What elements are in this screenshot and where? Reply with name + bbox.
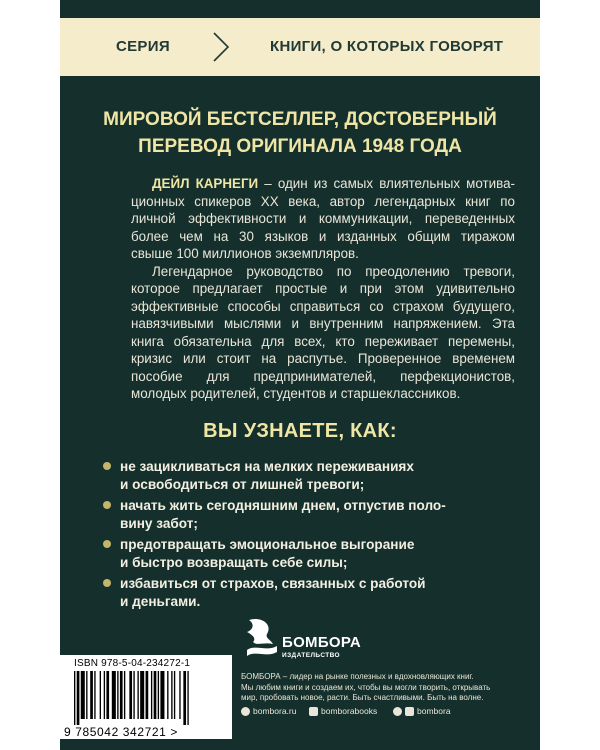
bullet-icon — [103, 540, 111, 548]
publisher-line: мир, пробовать новое, расти. Быть счастливыми. Быть на волне. — [241, 693, 484, 702]
barcode-bar — [86, 671, 87, 719]
list-item-line: вину забот; — [120, 515, 198, 531]
barcode-bar — [124, 671, 125, 719]
barcode-bar — [187, 671, 188, 725]
barcode-bar — [167, 671, 168, 719]
series-label: СЕРИЯ — [116, 38, 170, 55]
description-line: эффективные способы справиться со страхом будущего, — [131, 298, 515, 314]
description-line: свыше 100 миллионов экземпляров. — [131, 246, 359, 261]
description-line: навязчивыми мыслями и внутренним напряжением. Эта — [131, 316, 515, 331]
telegram-icon — [393, 707, 402, 716]
barcode-bar — [129, 671, 132, 719]
barcode-bar — [117, 671, 118, 719]
book-back-cover — [60, 0, 540, 750]
barcode-bar — [112, 671, 116, 719]
list-item — [98, 458, 518, 494]
description-line: которое предлагает простые и при этом удивительно — [131, 281, 515, 296]
barcode-bar — [104, 671, 105, 719]
description-line: более чем на 30 языков и изданных общим тиражом — [131, 228, 515, 244]
description — [131, 175, 515, 403]
publisher-line: БОМБОРА – лидер на рынке полезных и вдохновляющих книг. — [241, 672, 474, 681]
globe-icon — [241, 707, 250, 716]
barcode-bar — [160, 671, 164, 719]
series-name: КНИГИ, О КОТОРЫХ ГОВОРЯТ — [270, 38, 504, 55]
barcode-bar — [137, 671, 138, 719]
author-name: ДЕЙЛ КАРНЕГИ — [152, 176, 259, 191]
barcode — [60, 655, 232, 739]
barcode-bar — [151, 671, 152, 719]
description-line: кризис или стоит на распутье. Проверенное временем — [131, 351, 515, 366]
headline-line: МИРОВОЙ БЕСТСЕЛЛЕР, ДОСТОВЕРНЫЙ — [103, 109, 497, 130]
barcode-bar — [158, 671, 159, 719]
description-line: пособие для предпринимателей, перфекционистов, — [131, 368, 515, 384]
isbn: ISBN 978-5-04-234272-1 — [74, 658, 191, 669]
description-line: Легендарное руководство по преодолению тревоги, — [152, 263, 515, 279]
publisher-description — [241, 672, 531, 704]
bullet-icon — [103, 462, 111, 470]
social-link[interactable]: bombora — [393, 706, 451, 716]
barcode-bar — [140, 671, 144, 719]
barcode-bar — [81, 671, 85, 719]
vk-icon — [309, 707, 318, 716]
barcode-bar — [179, 671, 180, 719]
learn-title: ВЫ УЗНАЕТЕ, КАК: — [203, 420, 397, 442]
headline-line: ПЕРЕВОД ОРИГИНАЛА 1948 ГОДА — [138, 136, 462, 157]
list-item-line: и освободиться от лишней тревоги; — [120, 476, 365, 492]
list-item-line: и быстро возвращать себе силы; — [120, 554, 348, 570]
bullet-icon — [103, 579, 111, 587]
barcode-bar — [174, 671, 175, 719]
headline — [80, 106, 520, 160]
barcode-bar — [120, 671, 123, 719]
list-item — [98, 536, 518, 572]
list-item-line: не зацикливаться на мелких переживаниях — [120, 459, 414, 474]
description-line: книга обязательна для всех, кто переживает перемены, — [131, 333, 515, 349]
barcode-bars — [66, 671, 226, 725]
social-link[interactable]: bomborabooks — [309, 706, 377, 716]
list-item-line: и деньгами. — [120, 593, 201, 609]
list-item-line: начать жить сегодняшним днем, отпустив поло- — [120, 498, 446, 513]
barcode-bar — [100, 671, 101, 719]
barcode-bar — [171, 671, 172, 719]
barcode-bar — [74, 671, 75, 725]
youtube-icon — [405, 707, 414, 716]
description-line: молодых родителей, студентов и старшеклассников. — [131, 386, 461, 401]
publisher-logo-text: БОМБОРА — [282, 634, 362, 651]
description-line: ДЕЙЛ КАРНЕГИ – один из самых влиятельных мотива- — [152, 176, 515, 191]
description-line: личной эффективности и коммуникации, переведенных — [131, 211, 515, 226]
bullet-icon — [103, 501, 111, 509]
barcode-bar — [90, 671, 93, 719]
barcode-digits: 9 785042 342721 > — [64, 725, 178, 739]
barcode-bar — [146, 671, 149, 719]
list-item — [98, 575, 518, 611]
barcode-bar — [106, 671, 109, 719]
publisher-logo-subtitle: ИЗДАТЕЛЬСТВО — [282, 652, 341, 659]
barcode-bar — [133, 671, 134, 719]
barcode-bar — [154, 671, 157, 719]
series-banner — [60, 18, 540, 76]
description-line: ционных спикеров XX века, автор легендарных книг по — [131, 193, 515, 209]
list-item-line: предотвращать эмоциональное выгорание — [120, 537, 415, 552]
chevron-right-icon — [210, 31, 232, 63]
publisher-line: Мы любим книги и создаем их, чтобы вы могли творить, открывать — [241, 682, 491, 692]
bombora-logo-icon — [243, 616, 281, 662]
social-link[interactable]: bombora.ru — [241, 706, 296, 716]
barcode-bar — [94, 671, 95, 719]
barcode-bar — [77, 671, 80, 725]
barcode-bar — [183, 671, 186, 725]
list-item — [98, 497, 518, 533]
list-item-line: избавиться от страхов, связанных с работой — [120, 576, 426, 591]
